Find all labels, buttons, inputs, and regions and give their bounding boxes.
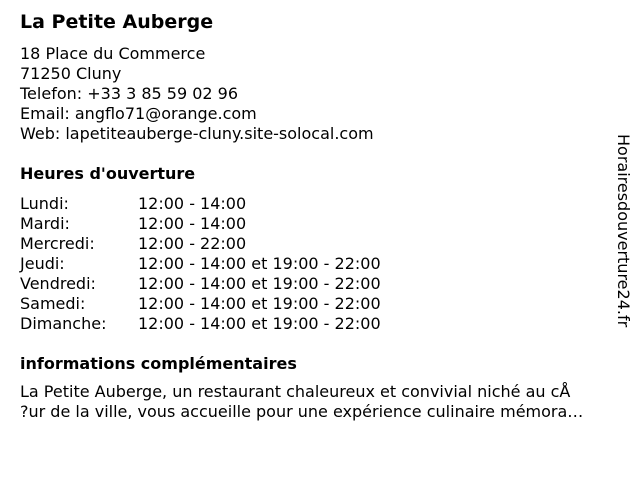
additional-info-text	[20, 382, 634, 422]
day-label: Dimanche:	[20, 314, 107, 333]
hours-row-sunday	[20, 314, 381, 334]
hours-row-friday	[20, 274, 381, 294]
hours-row-wednesday	[20, 234, 381, 254]
time-range: 12:00 - 14:00 et 19:00 - 22:00	[138, 274, 381, 293]
time-range: 12:00 - 22:00	[138, 234, 247, 253]
day-label: Lundi:	[20, 194, 69, 213]
time-range: 12:00 - 14:00 et 19:00 - 22:00	[138, 314, 381, 333]
time-range: 12:00 - 14:00	[138, 214, 247, 233]
day-label: Jeudi:	[20, 254, 65, 273]
street-address: 18 Place du Commerce	[20, 44, 206, 63]
time-range: 12:00 - 14:00 et 19:00 - 22:00	[138, 294, 381, 313]
hours-row-tuesday	[20, 214, 381, 234]
day-label: Mercredi:	[20, 234, 95, 253]
day-label: Samedi:	[20, 294, 86, 313]
email-address: Email: angflo71@orange.com	[20, 104, 257, 123]
hours-row-monday	[20, 194, 381, 214]
info-line: ?ur de la ville, vous accueille pour une expérience culinaire mémora…	[20, 402, 584, 421]
day-label: Vendredi:	[20, 274, 96, 293]
additional-info-heading: informations complémentaires	[20, 354, 297, 373]
time-range: 12:00 - 14:00	[138, 194, 247, 213]
address-block	[20, 44, 374, 144]
website: Web: lapetiteauberge-cluny.site-solocal.com	[20, 124, 374, 143]
info-line: La Petite Auberge, un restaurant chaleureux et convivial niché au cÅ	[20, 382, 571, 401]
city-postcode: 71250 Cluny	[20, 64, 122, 83]
hours-row-thursday	[20, 254, 381, 274]
opening-hours-heading: Heures d'ouverture	[20, 164, 196, 183]
day-label: Mardi:	[20, 214, 70, 233]
restaurant-title: La Petite Auberge	[20, 11, 214, 33]
hours-row-saturday	[20, 294, 381, 314]
opening-hours-table	[20, 194, 381, 334]
phone-number: Telefon: +33 3 85 59 02 96	[20, 84, 239, 103]
watermark-text: Horairesdouverture24.fr	[614, 134, 633, 328]
time-range: 12:00 - 14:00 et 19:00 - 22:00	[138, 254, 381, 273]
